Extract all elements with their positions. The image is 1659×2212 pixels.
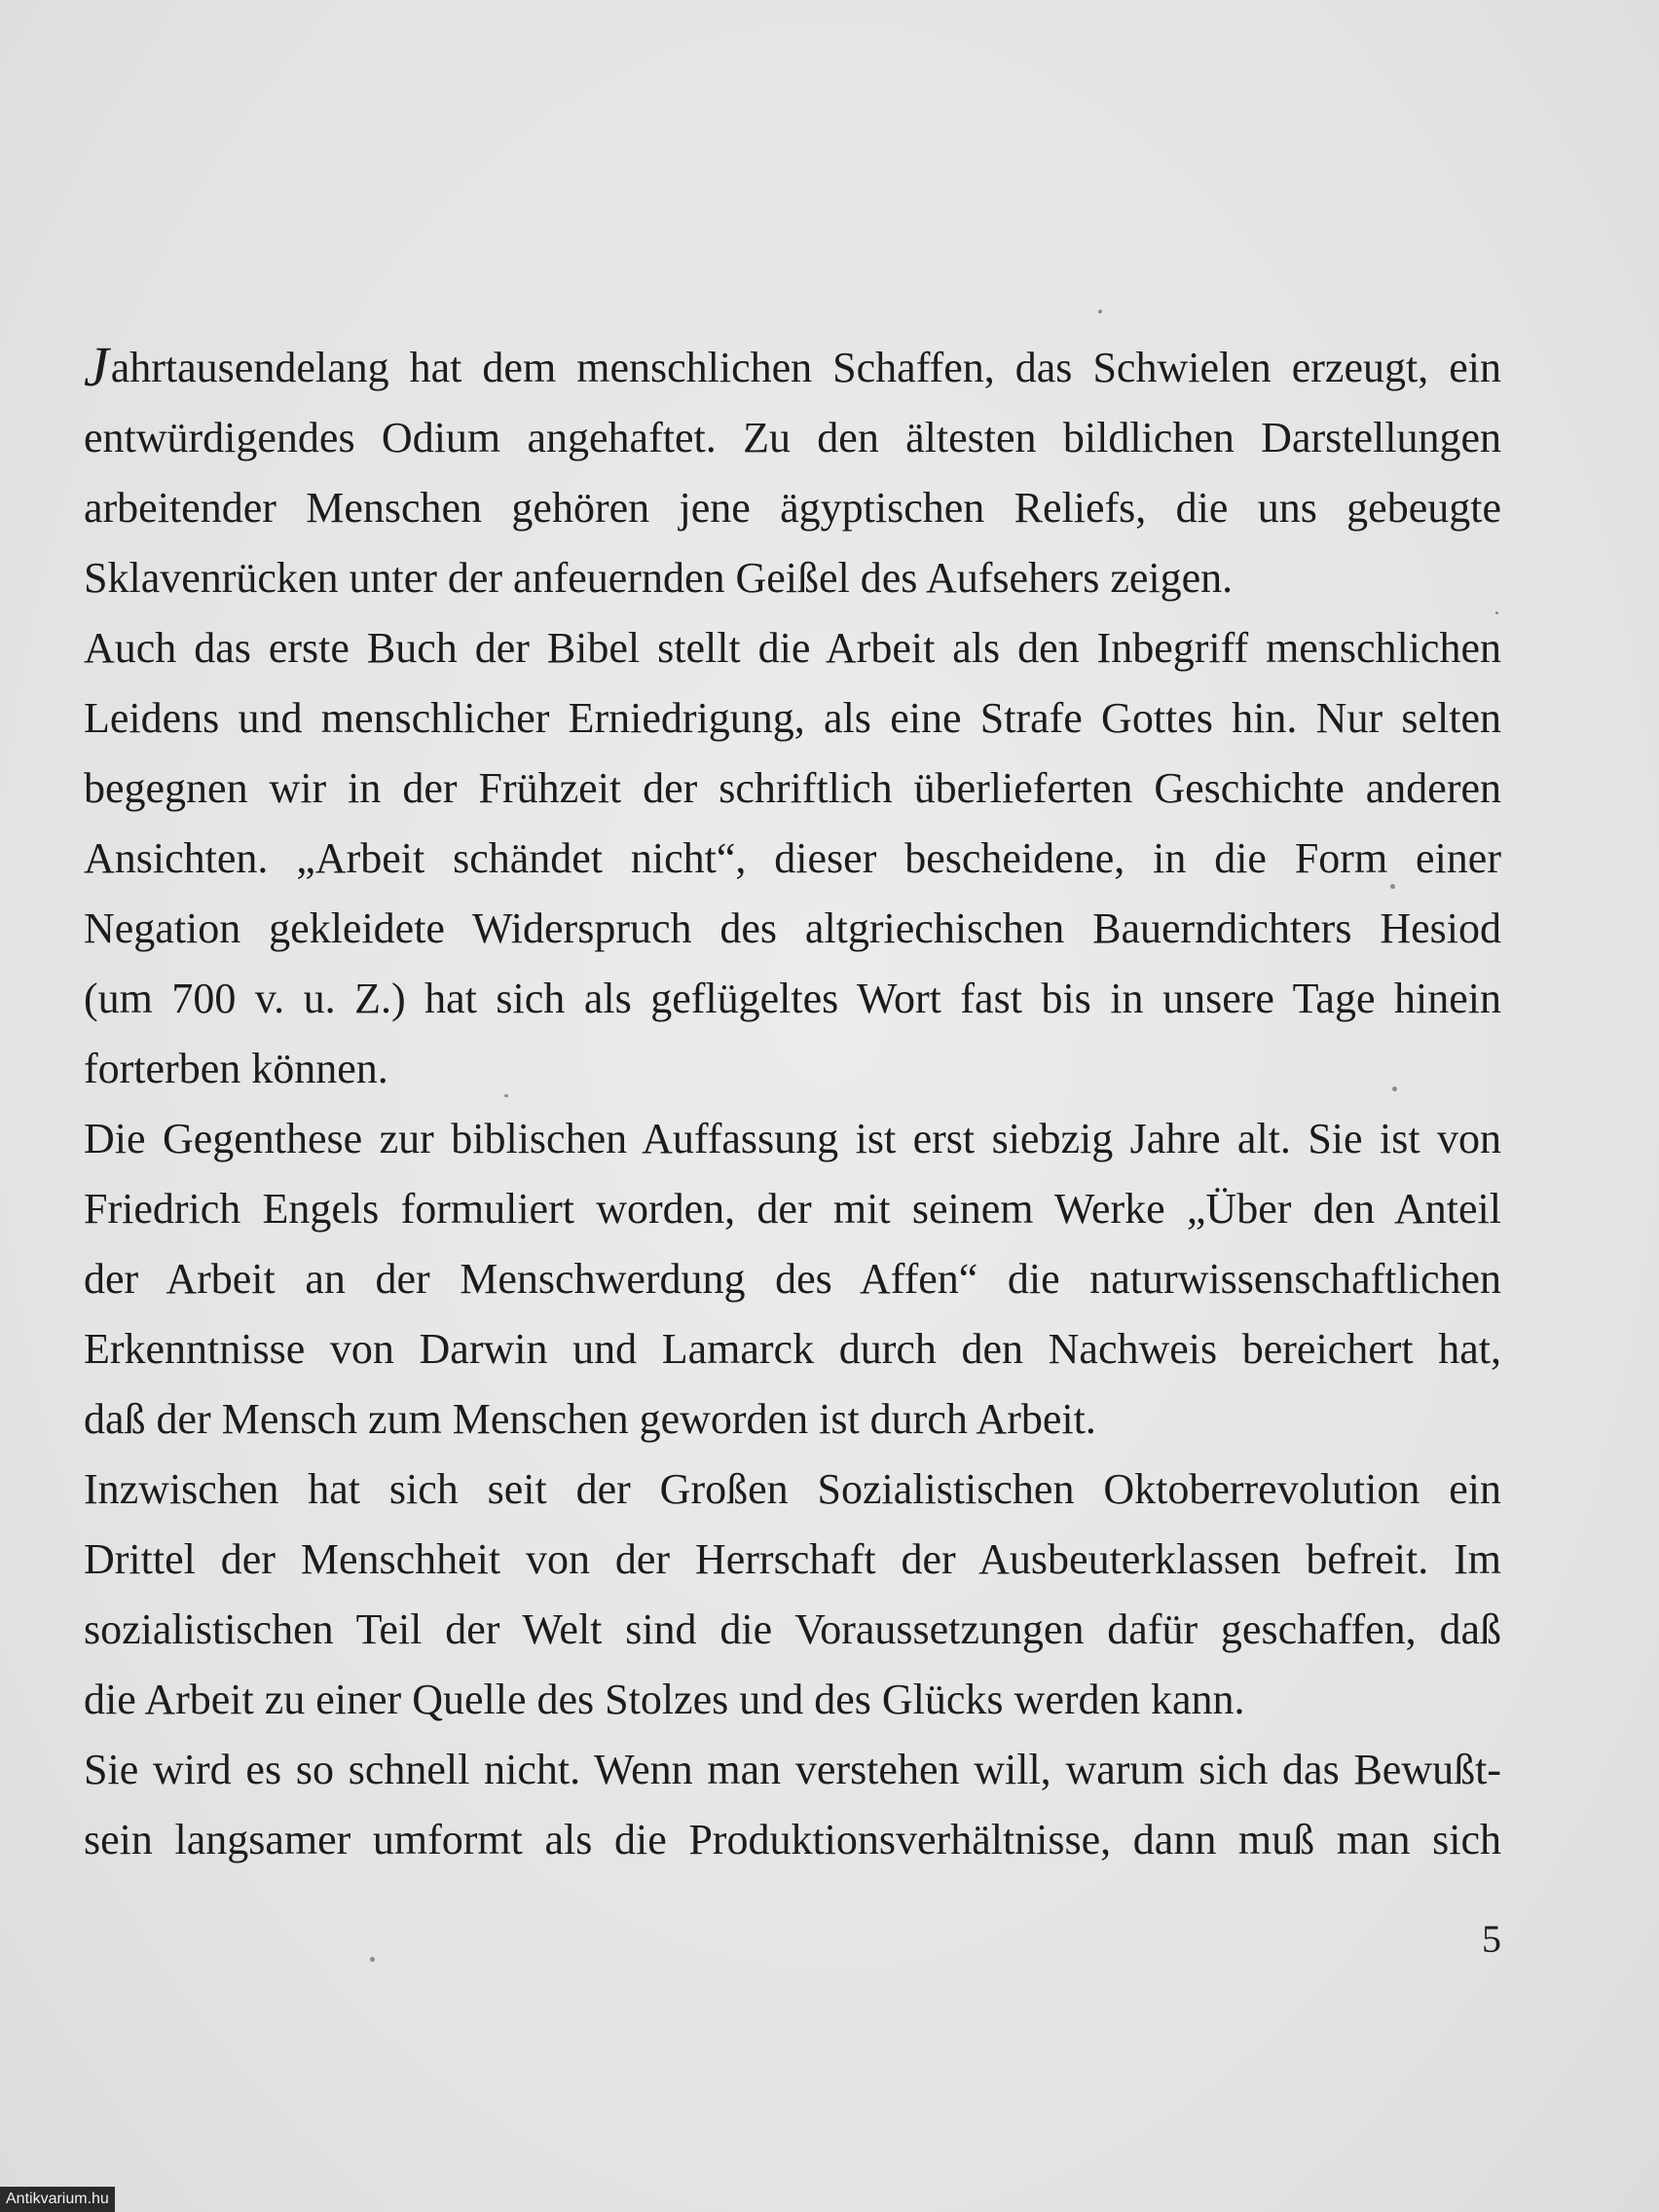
text-line: Erkenntnisse von Darwin und Lamarck durch den Nachweis bereichert hat, [84, 1325, 1501, 1373]
text-line [84, 333, 1501, 403]
paper-speck [1495, 611, 1498, 614]
paper-speck [1390, 884, 1395, 889]
text-line: Drittel der Menschheit von der Herrschaft der Ausbeuterklassen befreit. Im [84, 1535, 1501, 1583]
text-line: (um 700 v. u. Z.) hat sich als geflügeltes Wort fast bis in unsere Tage hinein [84, 975, 1501, 1022]
text-line: arbeitender Menschen gehören jene ägyptischen Reliefs, die uns gebeugte [84, 484, 1501, 532]
text-line: sozialistischen Teil der Welt sind die Voraussetzungen dafür geschaffen, daß [84, 1605, 1501, 1653]
text-line: Auch das erste Buch der Bibel stellt die Arbeit als den Inbegriff menschlichen [84, 624, 1501, 672]
text-line: forterben können. [84, 1045, 388, 1092]
text-line: sein langsamer umformt als die Produktionsverhältnisse, dann muß man sich [84, 1816, 1501, 1863]
text-line: Leidens und menschlicher Erniedrigung, als eine Strafe Gottes hin. Nur selten [84, 694, 1501, 742]
text-line: Negation gekleidete Widerspruch des altgriechischen Bauerndichters Hesiod [84, 904, 1501, 952]
text-line: begegnen wir in der Frühzeit der schriftlich überlieferten Geschichte anderen [84, 764, 1501, 812]
text-line: Ansichten. „Arbeit schändet nicht“, dieser bescheidene, in die Form einer [84, 834, 1501, 882]
paper-speck [1098, 310, 1102, 313]
text-line: Sie wird es so schnell nicht. Wenn man verstehen will, warum sich das Bewußt- [84, 1746, 1501, 1793]
initial-letter: J [84, 335, 109, 398]
text-line: entwürdigendes Odium angehaftet. Zu den ältesten bildlichen Darstellungen [84, 414, 1501, 461]
body-text [84, 333, 1501, 1875]
text-line-content: ahrtausendelang hat dem menschlichen Schaffen, das Schwielen erzeugt, ein [110, 344, 1501, 391]
text-line: Friedrich Engels formuliert worden, der mit seinem Werke „Über den Anteil [84, 1185, 1501, 1233]
text-line: Die Gegenthese zur biblischen Auffassung ist erst siebzig Jahre alt. Sie ist von [84, 1115, 1501, 1162]
paper-speck [1392, 1087, 1397, 1091]
text-line: Inzwischen hat sich seit der Großen Sozialistischen Oktoberrevolution ein [84, 1465, 1501, 1513]
paper-speck [504, 1094, 508, 1097]
text-line: daß der Mensch zum Menschen geworden ist durch Arbeit. [84, 1395, 1096, 1443]
page-number: 5 [1482, 1917, 1501, 1961]
text-line: die Arbeit zu einer Quelle des Stolzes und des Glücks werden kann. [84, 1676, 1245, 1723]
text-line: Sklavenrücken unter der anfeuernden Geißel des Aufsehers zeigen. [84, 554, 1234, 602]
paper-speck [370, 1957, 375, 1962]
watermark: Antikvarium.hu [0, 2187, 115, 2212]
text-line: der Arbeit an der Menschwerdung des Affen“ die naturwissenschaftlichen [84, 1255, 1501, 1303]
